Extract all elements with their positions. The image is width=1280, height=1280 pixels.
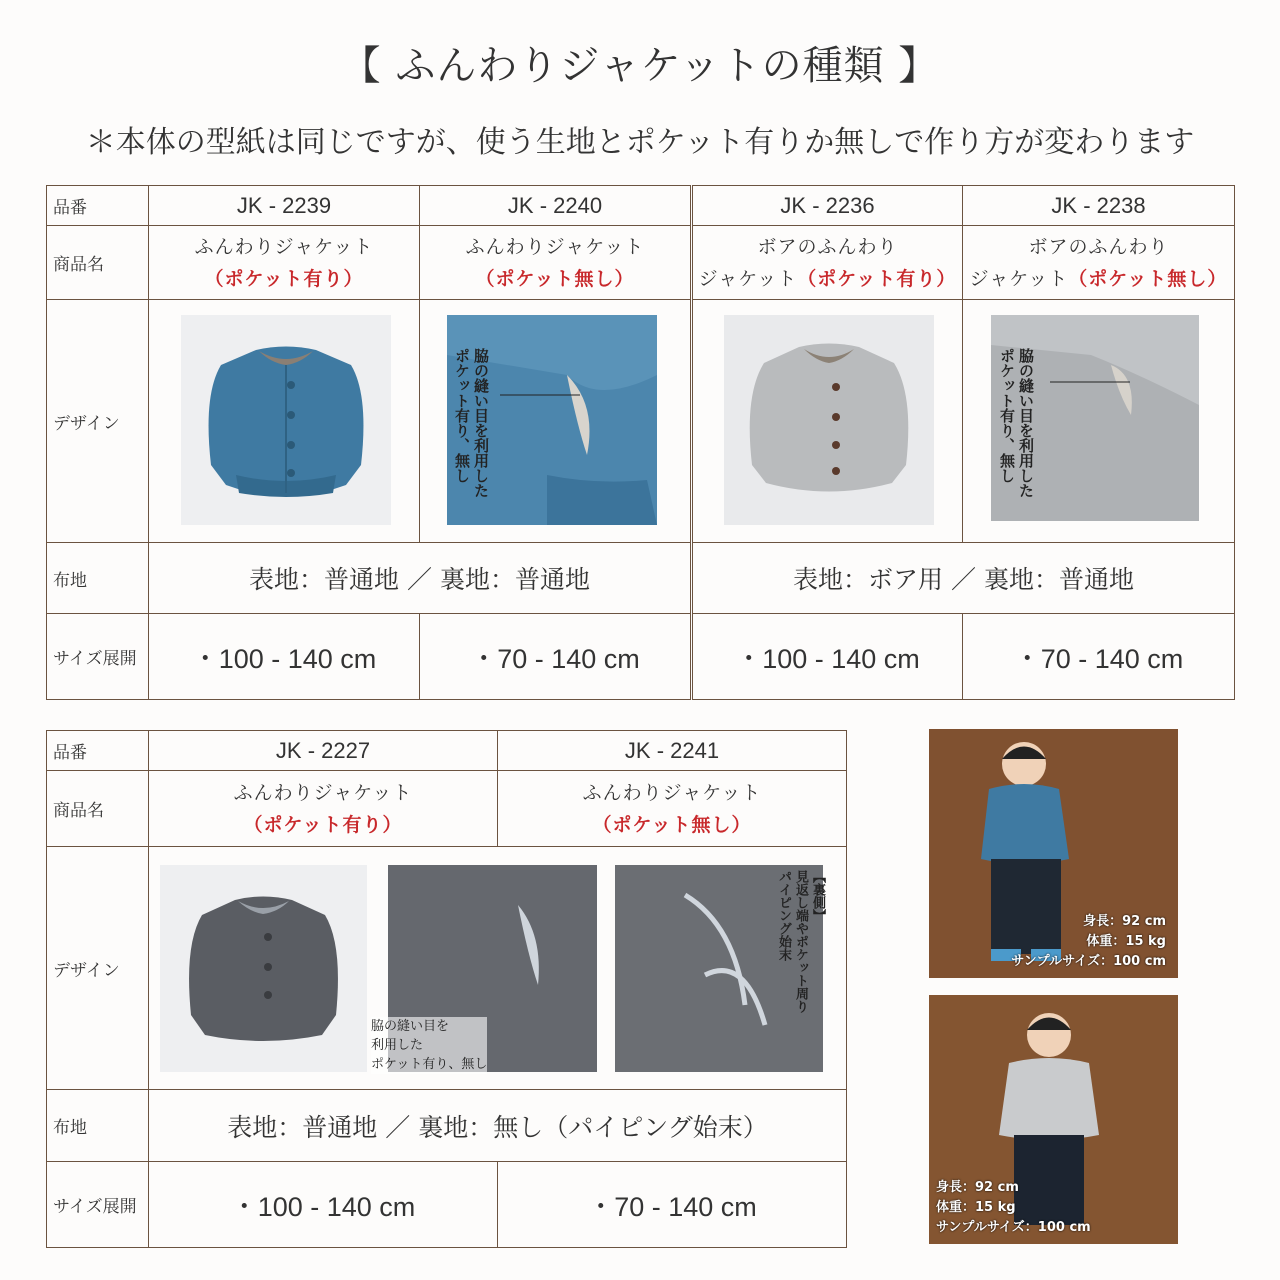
pocket-label: （ポケット有り） [797,267,957,290]
fabric-value: 表地：普通地 ／ 裏地：無し（パイピング始末） [149,1090,847,1162]
pointer-line [1050,372,1130,392]
size-value: ・100 - 140 cm [692,614,963,700]
kid-sample-size: サンプルサイズ：100 cm [1011,954,1166,969]
product-name: ふんわりジャケット [194,235,374,258]
product-code: JK - 2227 [149,731,498,771]
pocket-note: 脇の縫い目を 利用した ポケット有り、無し [371,1019,488,1072]
size-value: ・70 - 140 cm [498,1162,847,1248]
pocket-note: 脇の縫い目を利用した ポケット有り、無し [998,348,1035,498]
product-code: JK - 2241 [498,731,847,771]
label-size: サイズ展開 [47,1162,149,1248]
photo-boa-jacket [724,315,934,525]
pointer-line [500,385,580,405]
product-name: ふんわりジャケット [233,781,413,804]
fabric-value: 表地：ボア用 ／ 裏地：普通地 [692,543,1235,614]
product-name-cell [963,226,1235,300]
kid-height: 身長：92 cm [1083,914,1166,929]
label-fabric: 布地 [47,1090,149,1162]
label-code: 品番 [47,731,149,771]
product-code: JK - 2236 [692,186,963,226]
pocket-label: （ポケット無し） [1068,267,1228,290]
size-value: ・100 - 140 cm [149,1162,498,1248]
label-code: 品番 [47,186,149,226]
label-design: デザイン [47,847,149,1090]
page-title: 【 ふんわりジャケットの種類 】 [340,43,940,89]
product-name: ボアのふんわり [757,235,898,258]
kid-weight: 体重：15 kg [936,1200,1016,1215]
inside-note: 【裏側】 見返し端やポケット周り パイピング始末 [776,870,825,1013]
photo-grey-jacket [160,865,367,1072]
product-name-cell [498,771,847,847]
product-name-2: ジャケット [698,267,798,290]
kid-height: 身長：92 cm [936,1180,1019,1195]
size-value: ・100 - 140 cm [149,614,420,700]
product-name-cell [420,226,692,300]
label-design: デザイン [47,300,149,543]
page-subtitle: ＊本体の型紙は同じですが、使う生地とポケット有りか無しで作り方が変わります [85,125,1195,160]
kid-weight: 体重：15 kg [1086,934,1166,949]
kid-caption [1000,912,1166,972]
size-value: ・70 - 140 cm [963,614,1235,700]
pocket-label: （ポケット有り） [204,267,364,290]
label-name: 商品名 [47,226,149,300]
product-name-cell [692,226,963,300]
size-value: ・70 - 140 cm [420,614,692,700]
pocket-label: （ポケット無し） [592,813,752,836]
pocket-label: （ポケット無し） [475,267,635,290]
photo-denim-jacket [181,315,391,525]
fabric-value: 表地：普通地 ／ 裏地：普通地 [149,543,692,614]
label-name: 商品名 [47,771,149,847]
label-size: サイズ展開 [47,614,149,700]
product-name: ボアのふんわり [1028,235,1169,258]
product-name-2: ジャケット [969,267,1069,290]
kid-caption [936,1178,1096,1238]
product-code: JK - 2238 [963,186,1235,226]
product-name: ふんわりジャケット [582,781,762,804]
product-code: JK - 2239 [149,186,420,226]
pocket-label: （ポケット有り） [243,813,403,836]
label-fabric: 布地 [47,543,149,614]
product-code: JK - 2240 [420,186,692,226]
product-name-cell [149,226,420,300]
product-name: ふんわりジャケット [465,235,645,258]
pocket-note: 脇の縫い目を利用した ポケット有り、無し [453,348,490,498]
product-name-cell [149,771,498,847]
kid-sample-size: サンプルサイズ：100 cm [936,1220,1091,1235]
